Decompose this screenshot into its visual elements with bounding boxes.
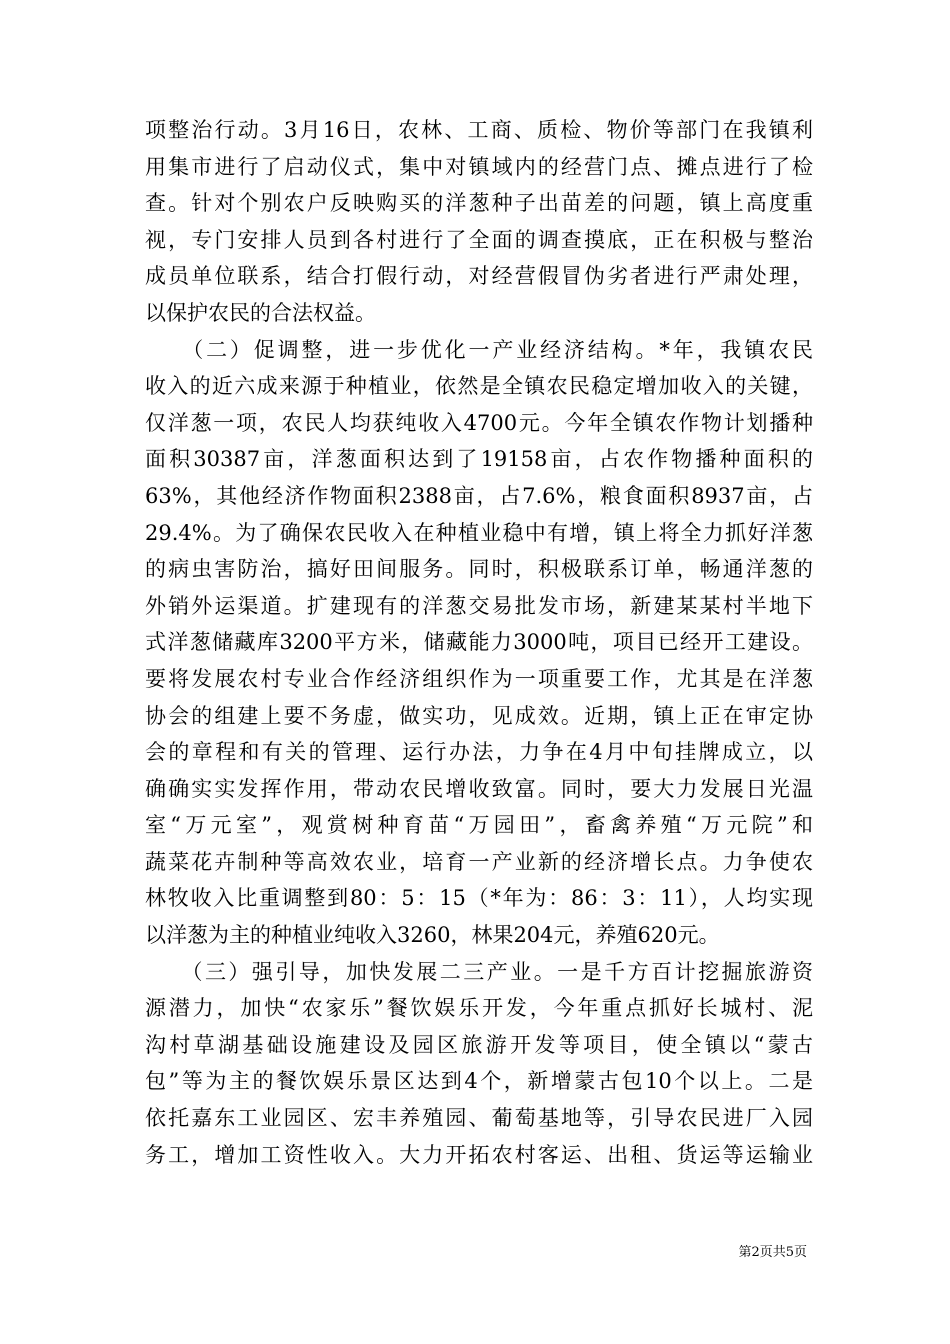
text-line: 务工，增加工资性收入。大力开拓农村客运、出租、货运等运输业 [145, 1142, 813, 1167]
text-line: 蔬菜花卉制种等高效农业，培育一产业新的经济增长点。力争使农 [145, 849, 813, 874]
text-line: 63%，其他经济作物面积2388亩，占7.6%，粮食面积8937亩，占 [145, 483, 813, 508]
text-line: 收入的近六成来源于种植业，依然是全镇农民稳定增加收入的关键， [145, 374, 813, 399]
text-line: 面积30387亩，洋葱面积达到了19158亩，占农作物播种面积的 [145, 447, 813, 472]
text-line: 协会的组建上要不务虚，做实功，见成效。近期，镇上正在审定协 [145, 703, 813, 728]
text-line: 沟村草湖基础设施建设及园区旅游开发等项目，使全镇以“蒙古 [145, 1032, 813, 1057]
text-line: 确确实实发挥作用，带动农民增收致富。同时，要大力发展日光温 [145, 776, 813, 801]
text-line: 会的章程和有关的管理、运行办法，力争在4月中旬挂牌成立，以 [145, 740, 813, 765]
document-body [145, 112, 813, 1173]
page-number: 第2页共5页 [738, 1245, 807, 1260]
text-line: 以洋葱为主的种植业纯收入3260，林果204元，养殖620元。 [145, 923, 720, 948]
text-line: 以保护农民的合法权益。 [145, 300, 376, 325]
text-line: 的病虫害防治，搞好田间服务。同时，积极联系订单，畅通洋葱的 [145, 557, 813, 582]
text-line: 仅洋葱一项，农民人均获纯收入4700元。今年全镇农作物计划播种 [145, 410, 813, 435]
text-line: 成员单位联系，结合打假行动，对经营假冒伪劣者进行严肃处理， [145, 264, 813, 289]
text-line: 用集市进行了启动仪式，集中对镇域内的经营门点、摊点进行了检 [145, 154, 813, 179]
text-line: （三）强引导，加快发展二三产业。一是千方百计挖掘旅游资 [145, 959, 813, 984]
text-line: 依托嘉东工业园区、宏丰养殖园、葡萄基地等，引导农民进厂入园 [145, 1106, 813, 1131]
text-line: 视，专门安排人员到各村进行了全面的调查摸底，正在积极与整治 [145, 227, 813, 252]
text-line: 包”等为主的餐饮娱乐景区达到4个，新增蒙古包10个以上。二是 [145, 1069, 813, 1094]
text-line: 项整治行动。3月16日，农林、工商、质检、物价等部门在我镇利 [145, 118, 813, 142]
text-line: 林牧收入比重调整到80：5：15（*年为：86：3：11），人均实现 [145, 886, 813, 911]
text-line: 源潜力，加快“农家乐”餐饮娱乐开发，今年重点抓好长城村、泥 [145, 996, 813, 1021]
text-line: 式洋葱储藏库3200平方米，储藏能力3000吨，项目已经开工建设。 [145, 630, 813, 655]
text-line: 要将发展农村专业合作经济组织作为一项重要工作，尤其是在洋葱 [145, 666, 813, 691]
text-line: 室“万元室”，观赏树种育苗“万园田”，畜禽养殖“万元院”和 [145, 813, 813, 838]
text-line: 查。针对个别农户反映购买的洋葱种子出苗差的问题，镇上高度重 [145, 191, 813, 216]
text-line: 外销外运渠道。扩建现有的洋葱交易批发市场，新建某某村半地下 [145, 593, 813, 618]
paragraph [145, 112, 813, 332]
paragraph [145, 332, 813, 954]
text-line: 29.4%。为了确保农民收入在种植业稳中有增，镇上将全力抓好洋葱 [145, 520, 813, 545]
text-line: （二）促调整，进一步优化一产业经济结构。*年，我镇农民 [145, 337, 813, 362]
paragraph [145, 954, 813, 1174]
